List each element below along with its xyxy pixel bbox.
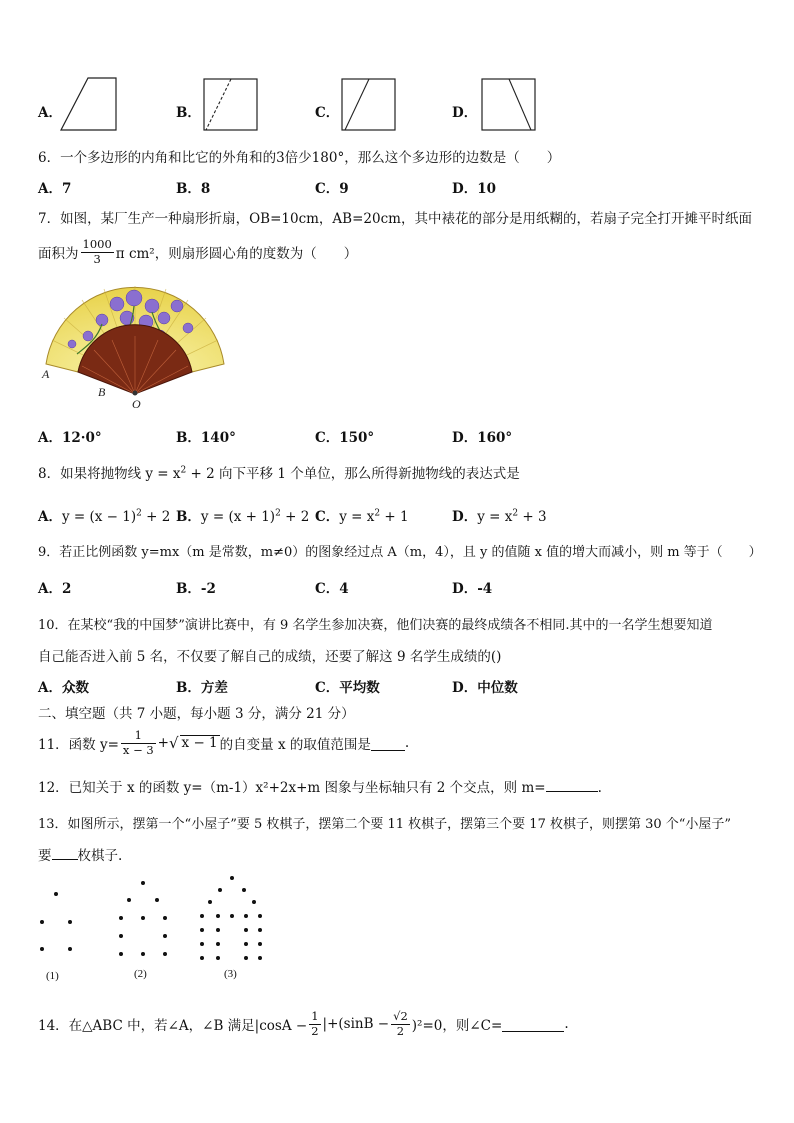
q7-fraction-denominator: 3 (93, 251, 101, 266)
q10-option-a: A．众数 (38, 680, 89, 696)
q8-option-b (176, 505, 309, 525)
chess-house-figures (30, 872, 270, 984)
q13-answer-blank[interactable] (52, 845, 78, 860)
q8-option-a-expr: y = (x − 1) (61, 509, 137, 525)
q14-end: . (564, 1016, 569, 1032)
fan-figure (42, 284, 228, 412)
q9-option-b: B．-2 (176, 581, 216, 597)
q14-post: )²=0，则∠C= (411, 1018, 503, 1034)
q8-option-b-tail: + 2 (280, 509, 310, 525)
q11 (38, 726, 409, 760)
q12-answer-blank[interactable] (546, 777, 598, 792)
q11-plus: + (157, 735, 169, 751)
q8-option-c-sup: 2 (374, 508, 381, 519)
q14-fraction-1-numerator: 1 (311, 1009, 319, 1023)
q14-fraction-1-denominator: 2 (311, 1023, 319, 1038)
sqrt-radical-icon: √ (168, 734, 179, 752)
q9-option-c: C．4 (315, 581, 349, 597)
q7-line2-pre: 面积为 (38, 246, 79, 262)
q6-option-c: C．9 (315, 181, 349, 197)
q5-option-b-figure (203, 78, 259, 133)
q5-option-b-letter: B． (176, 105, 201, 121)
q11-fraction-numerator: 1 (121, 730, 156, 744)
q13-line2-pre: 要 (38, 848, 52, 864)
q6-option-d: D．10 (452, 181, 496, 197)
q8-option-c-tail: + 1 (380, 509, 409, 525)
q10-line1: 10．在某校“我的中国梦”演讲比赛中，有 9 名学生参加决赛，他们决赛的最终成绩各不相同.其中的一名学生想要知道 (38, 618, 713, 633)
q8-option-c (315, 505, 409, 525)
q8-option-c-letter: C． (315, 509, 340, 525)
q11-sqrt-body: x − 1 (181, 735, 218, 752)
q7-line1: 7．如图，某厂生产一种扇形折扇，OB=10cm，AB=20cm，其中裱花的部分是用纸糊的，若扇子完全打开摊平时纸面 (38, 211, 752, 227)
q8-option-d-sup: 2 (512, 508, 519, 519)
q13-line2-post: 枚棋子. (77, 848, 123, 864)
q11-post: 的自变量 x 的取值范围是 (219, 737, 371, 753)
q10-option-b: B．方差 (176, 680, 228, 696)
q12-end: . (597, 780, 602, 796)
q8-stem-pre: 8．如果将抛物线 (38, 466, 142, 482)
q12 (38, 776, 602, 796)
section-2-title: 二、填空题（共 7 小题，每小题 3 分，满分 21 分） (38, 706, 355, 722)
q8-option-a-letter: A． (38, 509, 62, 525)
fan-label-a: A (42, 367, 50, 381)
q10-option-c: C．平均数 (315, 680, 380, 696)
q9-stem: 9．若正比例函数 y=mx（m 是常数，m≠0）的图象经过点 A（m，4），且 y 的值随 x 值的增大而减小，则 m 等于（ ） (38, 545, 762, 560)
q8-option-a-sup: 2 (136, 508, 142, 519)
q8-stem-sup: 2 (180, 465, 187, 476)
q8-option-d-expr: y = x (477, 509, 513, 525)
figure-label-2: (2) (134, 968, 147, 980)
q8-option-b-expr: y = (x + 1) (200, 509, 276, 525)
q8-stem-expr-tail: + 2 (186, 466, 215, 482)
q8-option-c-expr: y = x (339, 509, 375, 525)
q7-option-b: B．140° (176, 430, 236, 446)
fan-label-o: O (132, 397, 141, 411)
q5-option-a-letter: A． (38, 105, 62, 121)
q8-option-b-letter: B． (176, 509, 201, 525)
figure-label-3: (3) (224, 968, 237, 980)
q14 (38, 1004, 569, 1044)
q8-stem-post: 向下平移 1 个单位，那么所得新抛物线的表达式是 (219, 466, 520, 482)
q7-option-d: D．160° (452, 430, 513, 446)
q8-option-a-tail: + 2 (141, 509, 171, 525)
q14-mid: |+(sinB − (322, 1016, 390, 1032)
q12-stem: 12．已知关于 x 的函数 y=（m-1）x²+2x+m 图象与坐标轴只有 2 个交点，则 m= (38, 780, 546, 796)
q11-fraction-denominator: x − 3 (122, 742, 154, 757)
q5-option-a-figure (60, 77, 118, 133)
q8-option-b-sup: 2 (275, 508, 281, 519)
q8-option-a (38, 505, 170, 525)
q6-stem: 6．一个多边形的内角和比它的外角和的3倍少180°，那么这个多边形的边数是（ ） (38, 150, 561, 166)
q9-option-a: A．2 (38, 581, 72, 597)
q14-fraction-1 (309, 1011, 320, 1037)
q11-pre: 11．函数 y= (38, 737, 119, 753)
q13-line2 (38, 844, 122, 864)
q6-option-a: A．7 (38, 181, 72, 197)
q11-answer-blank[interactable] (371, 736, 405, 751)
q11-fraction (121, 730, 156, 756)
q8-option-d-tail: + 3 (518, 509, 547, 525)
q8-stem (38, 462, 520, 482)
q14-fraction-2-numerator: √2 (393, 1009, 408, 1023)
q5-option-c-figure (341, 78, 397, 133)
q5-option-d-letter: D． (452, 105, 478, 121)
q7-area-fraction (81, 239, 114, 265)
q6-option-b: B．8 (176, 181, 211, 197)
q7-line2-post: π cm²，则扇形圆心角的度数为（ ） (115, 246, 358, 262)
q5-option-d-figure (481, 78, 537, 133)
q14-fraction-2-denominator: 2 (396, 1023, 405, 1038)
q5-option-c-letter: C． (315, 105, 340, 121)
q13-line1: 13．如图所示，摆第一个“小屋子”要 5 枚棋子，摆第二个要 11 枚棋子，摆第三个要 17 枚棋子，则摆第 30 个“小屋子” (38, 817, 732, 832)
q8-option-d (452, 505, 547, 525)
q10-option-d: D．中位数 (452, 680, 518, 696)
q14-fraction-2 (391, 1011, 410, 1037)
q8-option-d-letter: D． (452, 509, 478, 525)
q7-option-a: A．12·0° (38, 430, 102, 446)
q7-option-c: C．150° (315, 430, 375, 446)
fan-label-b: B (98, 385, 106, 399)
q7-fraction-numerator: 1000 (82, 237, 112, 251)
q11-end: . (404, 735, 410, 751)
q14-answer-blank[interactable] (502, 1017, 564, 1032)
q8-stem-expr: y = x (145, 466, 181, 482)
q9-option-d: D．-4 (452, 581, 493, 597)
figure-label-1: (1) (46, 970, 59, 982)
q14-pre: 14．在△ABC 中，若∠A，∠B 满足|cosA − (38, 1018, 308, 1034)
q7-line2 (38, 236, 357, 268)
q10-line2: 自己能否进入前 5 名，不仅要了解自己的成绩，还要了解这 9 名学生成绩的() (38, 649, 502, 665)
